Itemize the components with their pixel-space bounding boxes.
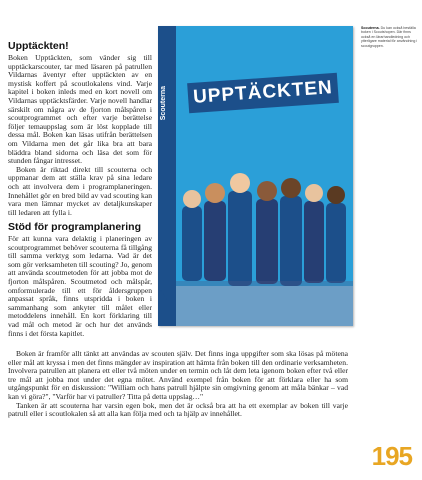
cover-caption	[361, 26, 419, 48]
caption-label: Scouterna.	[361, 26, 380, 30]
intro-column	[8, 54, 152, 217]
planning-column	[8, 235, 152, 338]
caption-text: Du kan också beställa boken i Scoutshopen. Där finns också en lärarhandledning och ytterligare material för användning i scoutgruppen.	[361, 26, 418, 48]
paragraph: Boken Upptäckten, som vänder sig till upptäckarscouter, tar med läsaren på patrullen Vildarnas äventyr efter upptäckten av en mystisk koffert på scoutlokalens vind. Varje kapitel i boken inleds med en kort novell om Vildarnas upptäcktsfärder. Varje novell handlar särskilt om några av de fjorton målspåren i scoutprogrammet och efter varje berättelse följer temauppslag som är löst kopplade till dessa mål. Boken kan läsas utifrån berättelsen om Vildarna men det går lika bra att bara bläddra bland sidorna och läsa det som för stunden fångar intresset.	[8, 53, 152, 166]
section-heading-programplanering: Stöd för programplanering	[8, 221, 142, 233]
paragraph: Tanken är att scouterna har varsin egen bok, men det är också bra att ha ett exemplar av boken till varje patrull eller i scoutlokalen så att alla kan följa med och ta hjälp av innehållet.	[8, 400, 348, 419]
scout-figures-icon	[176, 173, 353, 326]
cover-spine	[158, 26, 176, 326]
section-heading-upptackten: Upptäckten!	[8, 40, 69, 52]
paragraph: Boken är framför allt tänkt att användas av scouten själv. Det finns inga uppgifter som ska lösas på mötena eller mål att kryssa i men det finns mängder av inspiration att hämta från boken till den ordinarie verksamheten. Involvera patrullen att planera ett eller två möten under en termin och låt dem leta igenom boken efter två eller tre mål att jobba mot under det egna mötet. Använd exempel från boken för att förklara eller ha som utgångspunkt för en diskussion: "William och hans patrull hjälpte sin omgivning genom att måla bänkar – vad kan vi göra?", "Varför har vi patruller? Titta på detta uppslag…"	[8, 349, 348, 401]
paragraph: För att kunna vara delaktig i planeringen av scoutprogrammet behöver scouterna få tillgång till samma verktyg som ledarna. Vad är det som gör verksamheten till scouting? Jo, genom att använda scoutmetoden för att jobba mot de fjorton målspåren. Scoutmetod och målspår, omformulerade till ett för åldersgruppen anpassat språk, finns utspridda i boken i sammanhang som ankyter till målet eller metoddelens innehåll. En kort förklaring till vad mål och metod är och hur det används finns i det första kapitlet.	[8, 234, 152, 338]
scout-logo-icon	[158, 288, 172, 318]
page-number: 195	[371, 441, 412, 471]
scouts-illustration	[176, 161, 353, 326]
book-cover	[158, 26, 353, 326]
spine-label: Scouterna	[160, 86, 167, 121]
planning-body	[8, 350, 348, 419]
cover-title: UPPTÄCKTEN	[187, 73, 339, 113]
paragraph: Boken är riktad direkt till scouterna och uppmanar dem att ställa krav på sina ledare och att involvera dem i programplaneringen. Innehållet gör en bred bild av vad scouting kan vara men lämnar mycket av detaljkunskaper till ledaren att fylla i.	[8, 164, 152, 217]
